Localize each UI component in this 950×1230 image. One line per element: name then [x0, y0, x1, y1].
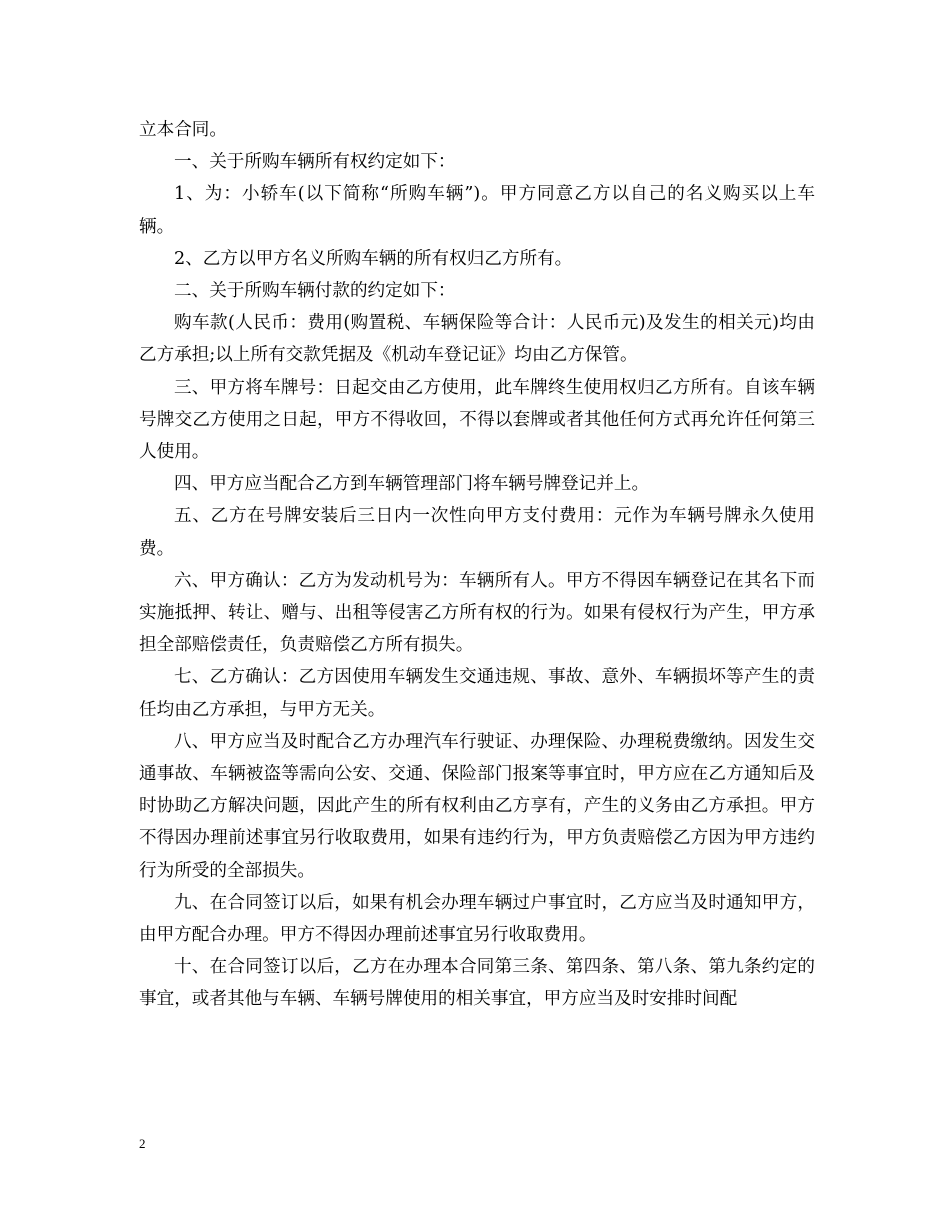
paragraph-12: 八、甲方应当及时配合乙方办理汽车行驶证、办理保险、办理税费缴纳。因发生交通事故、车辆被盗等需向公安、交通、保险部门报案等事宜时，甲方应在乙方通知后及时协助乙方解决问题，因此产生的所有权利由乙方享有，产生的义务由乙方承担。甲方不得因办理前述事宜另行收取费用，如果有违约行为，甲方负责赔偿乙方因为甲方违约行为所受的全部损失。	[139, 731, 815, 881]
paragraph-6: 购车款(人民币：费用(购置税、车辆保险等合计：人民币元)及发生的相关元)均由乙方承担;以上所有交款凭据及《机动车登记证》均由乙方保管。	[139, 313, 815, 366]
paragraph-4: 2、乙方以甲方名义所购车辆的所有权归乙方所有。	[174, 248, 573, 269]
paragraph-1: 立本合同。	[139, 120, 227, 140]
paragraph-11: 七、乙方确认：乙方因使用车辆发生交通违规、事故、意外、车辆损坏等产生的责任均由乙方承担，与甲方无关。	[139, 667, 815, 720]
paragraph-7: 三、甲方将车牌号：日起交由乙方使用，此车牌终生使用权归乙方所有。自该车辆号牌交乙方使用之日起，甲方不得收回，不得以套牌或者其他任何方式再允许任何第三人使用。	[139, 377, 815, 463]
paragraph-10: 六、甲方确认：乙方为发动机号为：车辆所有人。甲方不得因车辆登记在其名下而实施抵押、转让、赠与、出租等侵害乙方所有权的行为。如果有侵权行为产生，甲方承担全部赔偿责任，负责赔偿乙方所有损失。	[139, 570, 815, 656]
paragraph-5: 二、关于所购车辆付款的约定如下：	[174, 281, 456, 302]
paragraph-13: 九、在合同签订以后，如果有机会办理车辆过户事宜时，乙方应当及时通知甲方，由甲方配合办理。甲方不得因办理前述事宜另行收取费用。	[139, 892, 815, 946]
paragraph-2: 一、关于所购车辆所有权约定如下：	[174, 152, 456, 173]
paragraph-9: 五、乙方在号牌安装后三日内一次性向甲方支付费用：元作为车辆号牌永久使用费。	[139, 506, 815, 559]
document-body	[139, 114, 815, 1016]
paragraph-3: 1、为：小轿车(以下简称“所购车辆”)。甲方同意乙方以自己的名义购买以上车辆。	[139, 184, 815, 237]
paragraph-8: 四、甲方应当配合乙方到车辆管理部门将车辆号牌登记并上。	[174, 474, 650, 495]
page-number: 2	[139, 1136, 146, 1151]
paragraph-14: 十、在合同签订以后，乙方在办理本合同第三条、第四条、第八条、第九条约定的事宜，或者其他与车辆、车辆号牌使用的相关事宜，甲方应当及时安排时间配	[139, 957, 815, 1010]
